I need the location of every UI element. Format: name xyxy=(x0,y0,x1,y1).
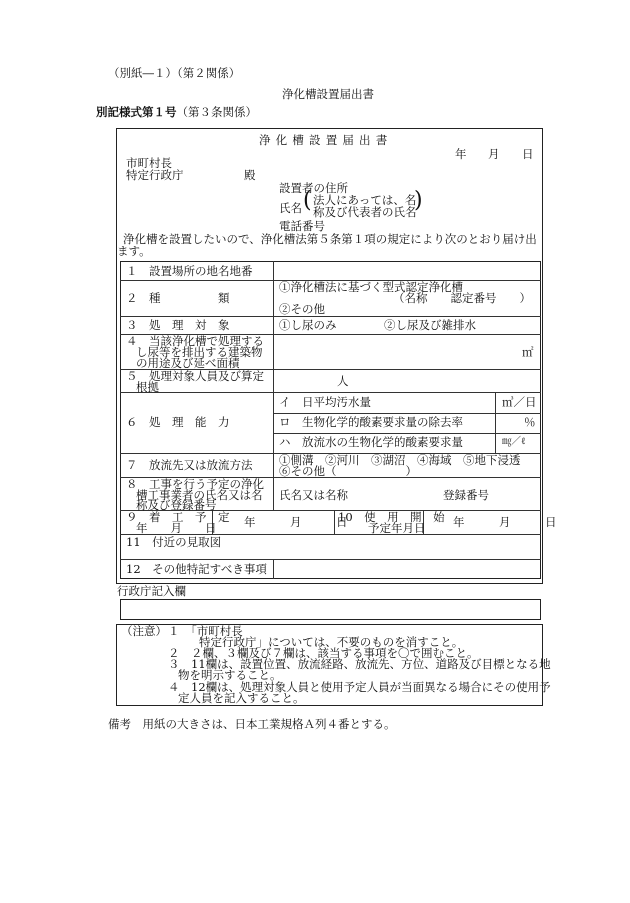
applicant-name-note-1: 法人にあっては、名 xyxy=(313,193,417,207)
paren-close: ) xyxy=(414,188,423,213)
row2-option-2: ②その他 xyxy=(279,302,325,316)
row-divider xyxy=(273,413,541,414)
note-3b: 物を明示すること。 xyxy=(178,668,282,682)
row8-label-1: ８ 工事を行う予定の浄化 xyxy=(126,477,264,491)
row11-label: 11 付近の見取図 xyxy=(126,535,222,549)
declaration-line-2: ます。 xyxy=(117,244,151,258)
row1-label: １ 設置場所の地名地番 xyxy=(126,264,253,278)
row-divider xyxy=(120,316,541,317)
phone-label: 電話番号 xyxy=(279,219,325,233)
row4-label-1: ４ 当該浄化槽で処理する xyxy=(126,334,264,348)
row10-label-1: 10 使 用 開 始 xyxy=(338,510,445,524)
footer-remark: 備考 用紙の大きさは、日本工業規格Ａ列４番とする。 xyxy=(108,717,396,731)
form-label: 別記様式第１号 xyxy=(96,105,177,119)
row8-label-3: 称及び登録番号 xyxy=(136,498,217,512)
addressee-mayor: 市町村長 xyxy=(126,156,172,170)
note-4b: 定人員を記入すること。 xyxy=(178,691,305,705)
row2-option-1-detail: （名称 認定番号 ） xyxy=(393,291,531,305)
note-2: ２ ２欄、３欄及び７欄は、該当する事項を〇で囲むこと。 xyxy=(168,646,479,660)
row2-label: ２ 種 類 xyxy=(126,291,230,305)
row10-date: 年 月 日 xyxy=(453,515,557,529)
row2-option-1: ①浄化槽法に基づく型式認定浄化槽 xyxy=(279,280,463,294)
row5-label-1: ５ 処理対象人員及び算定 xyxy=(126,369,264,383)
paren-open: ( xyxy=(303,188,312,213)
form-title: 浄化槽設置届出書 xyxy=(259,133,393,147)
date-day: 日 xyxy=(522,147,534,161)
row8-reg: 登録番号 xyxy=(443,488,489,502)
honorific: 殿 xyxy=(244,168,256,182)
column-divider xyxy=(273,261,274,510)
column-divider xyxy=(273,559,274,579)
row-divider xyxy=(120,392,541,393)
row-divider xyxy=(120,559,541,560)
notes-head: （注意） xyxy=(121,624,167,638)
declaration-line-1: 浄化槽を設置したいので、浄化槽法第５条第１項の規定により次のとおり届け出 xyxy=(123,232,537,246)
row9-label-2: 年 月 日 xyxy=(136,521,217,535)
row6-ro-label: ロ 生物化学的酸素要求量の除去率 xyxy=(279,415,463,429)
row6-label: ６ 処 理 能 力 xyxy=(126,415,230,429)
form-label-line xyxy=(96,106,257,119)
row6-ha-label: ハ 放流水の生物化学的酸素要求量 xyxy=(279,435,463,449)
row3-label: ３ 処 理 対 象 xyxy=(126,318,230,332)
row12-label: 12 その他特記すべき事項 xyxy=(126,562,267,576)
row4-label-3: の用途及び延べ面積 xyxy=(136,356,240,370)
row7-options-1: ①側溝 ②河川 ③湖沼 ④海域 ⑤地下浸透 xyxy=(279,453,521,467)
row-divider xyxy=(273,433,541,434)
admin-box xyxy=(120,599,541,620)
document-title: 浄化槽設置届出書 xyxy=(282,87,374,101)
note-3a: ３ 11欄は、設置位置、放流経路、放流先、方位、道路及び目標となる地 xyxy=(168,657,551,671)
row9-label-1: ９ 着 工 予 定 xyxy=(126,510,230,524)
applicant-address: 設置者の住所 xyxy=(279,181,348,195)
row7-label: ７ 放流先又は放流方法 xyxy=(126,458,253,472)
row5-unit: 人 xyxy=(337,374,349,388)
row8-label-2: 槽工事業者の氏名又は名 xyxy=(136,488,263,502)
row4-unit: ㎡ xyxy=(522,345,534,359)
row6-ha-unit: ㎎／ℓ xyxy=(502,436,526,447)
applicant-name-note-2: 称及び代表者の氏名 xyxy=(313,205,417,219)
row4-label-2: し尿等を排出する建築物 xyxy=(136,345,263,359)
row5-label-2: 根拠 xyxy=(136,380,159,394)
row8-name: 氏名又は名称 xyxy=(279,488,348,502)
row9-date: 年 月 日 xyxy=(244,515,348,529)
note-1a: １ 「市町村長 xyxy=(168,624,243,638)
row3-option-1: ①し尿のみ xyxy=(279,318,337,332)
annex-label: （別紙―１）（第２関係） xyxy=(108,66,241,80)
row6-ro-unit: ％ xyxy=(524,415,536,429)
row6-i-label: イ 日平均汚水量 xyxy=(279,395,371,409)
date-year: 年 xyxy=(455,147,467,161)
note-4a: ４ 12欄は、処理対象人員と使用予定人員が当面異なる場合にその使用予 xyxy=(168,680,551,694)
column-divider xyxy=(495,392,496,453)
admin-label: 行政庁記入欄 xyxy=(117,584,186,598)
row10-label-2: 予定年月日 xyxy=(368,521,426,535)
applicant-name-label: 氏名 xyxy=(279,201,302,215)
row3-option-2: ②し尿及び雑排水 xyxy=(384,318,476,332)
row7-options-2: ⑥その他（ ） xyxy=(279,464,417,478)
addressee-agency: 特定行政庁 xyxy=(126,168,184,182)
form-rule: （第３条関係） xyxy=(176,105,257,119)
date-month: 月 xyxy=(488,147,500,161)
row6-i-unit: ㎥／日 xyxy=(502,395,537,409)
note-1b: 特定行政庁」については、不要のものを消すこと。 xyxy=(199,635,464,649)
